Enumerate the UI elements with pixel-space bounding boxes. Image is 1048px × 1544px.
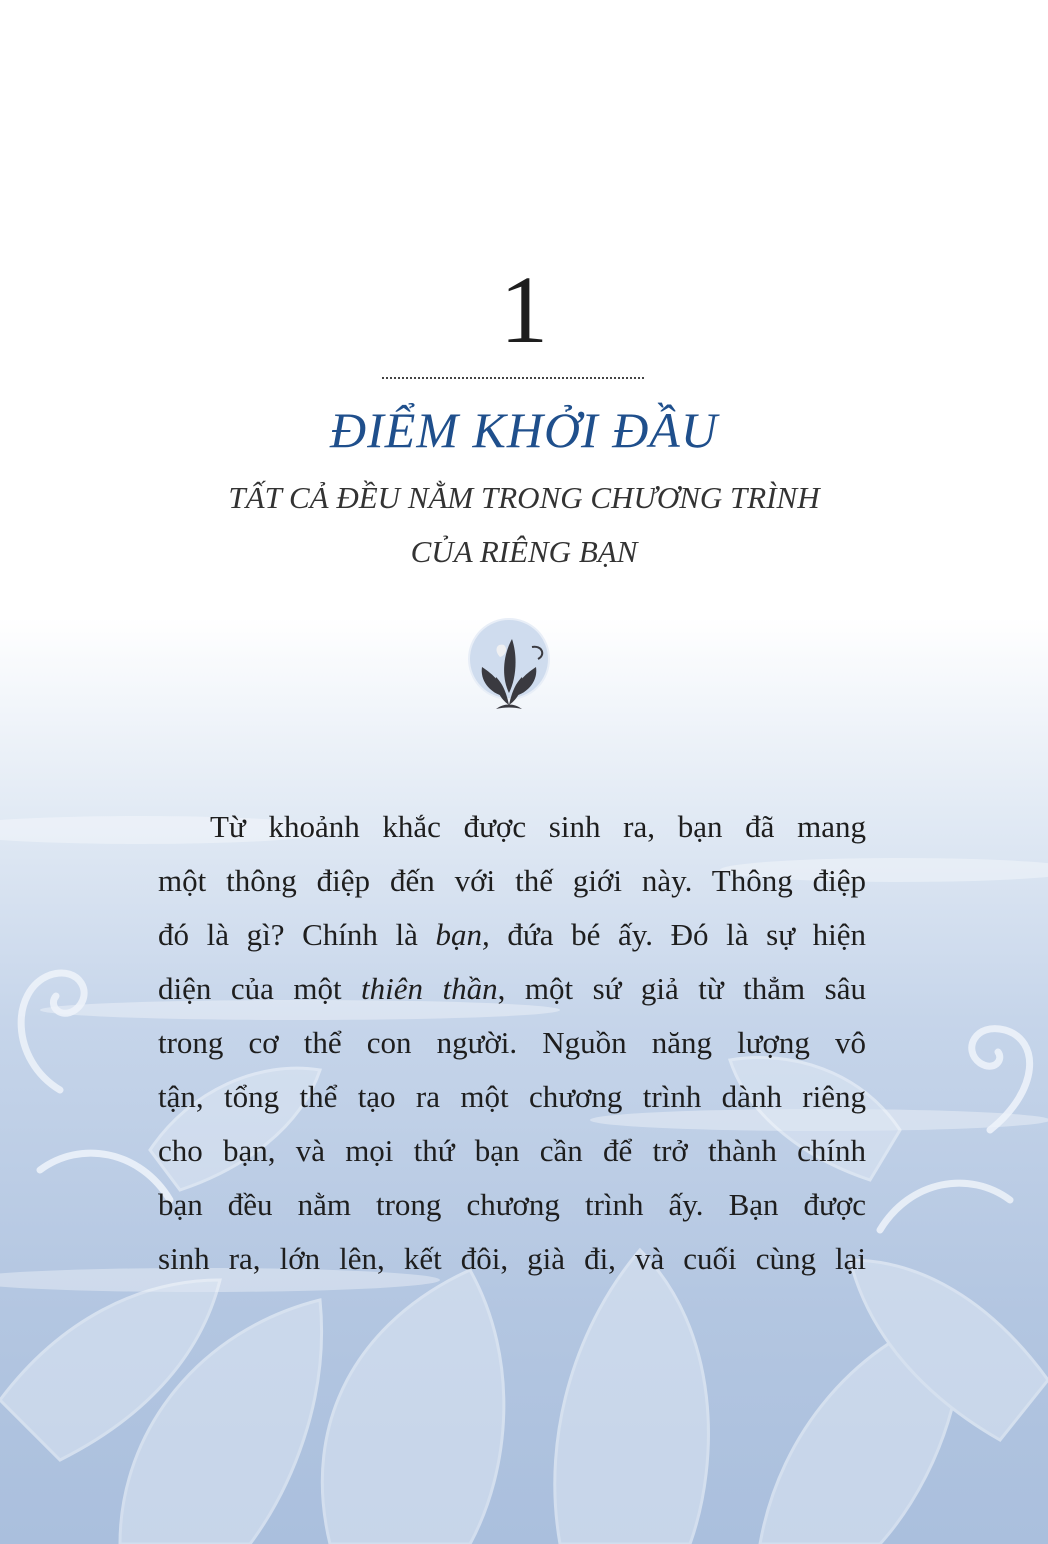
text-segment: diện của một [158, 971, 362, 1006]
text-segment: một thông điệp đến với thế giới này. Thông điệp [158, 863, 866, 898]
text-segment: bạn đều nằm trong chương trình ấy. Bạn được [158, 1187, 866, 1222]
text-segment: , một sứ giả từ thẳm sâu [497, 971, 866, 1006]
chapter-subtitle-line-1: TẤT CẢ ĐỀU NẰM TRONG CHƯƠNG TRÌNH [228, 480, 820, 515]
text-line [158, 1232, 866, 1286]
text-line [158, 1124, 866, 1178]
text-line [158, 1016, 866, 1070]
text-line [158, 800, 866, 854]
text-segment: cho bạn, và mọi thứ bạn cần để trở thành chính [158, 1133, 866, 1168]
text-segment: sinh ra, lớn lên, kết đôi, già đi, và cuối cùng lại [158, 1241, 866, 1276]
body-paragraph [158, 800, 866, 1286]
text-line [158, 962, 866, 1016]
chapter-number: 1 [500, 256, 548, 363]
italic-text-segment: bạn, [435, 917, 490, 952]
chapter-subtitle-line-2: CỦA RIÊNG BẠN [410, 534, 638, 569]
text-segment: đó là gì? Chính là [158, 917, 436, 952]
text-line [158, 908, 866, 962]
text-segment: Từ khoảnh khắc được sinh ra, bạn đã mang [210, 809, 866, 844]
dotted-divider [382, 377, 644, 379]
chapter-title: ĐIỂM KHỞI ĐẦU [330, 402, 718, 458]
text-segment: đứa bé ấy. Đó là sự hiện [489, 917, 866, 952]
text-segment: tận, tổng thể tạo ra một chương trình dành riêng [158, 1079, 866, 1114]
text-line [158, 1178, 866, 1232]
text-segment: trong cơ thể con người. Nguồn năng lượng vô [158, 1025, 866, 1060]
lotus-bud-icon [466, 617, 552, 713]
text-line [158, 1070, 866, 1124]
italic-text-segment: thiên thần [361, 971, 498, 1006]
text-line [158, 854, 866, 908]
